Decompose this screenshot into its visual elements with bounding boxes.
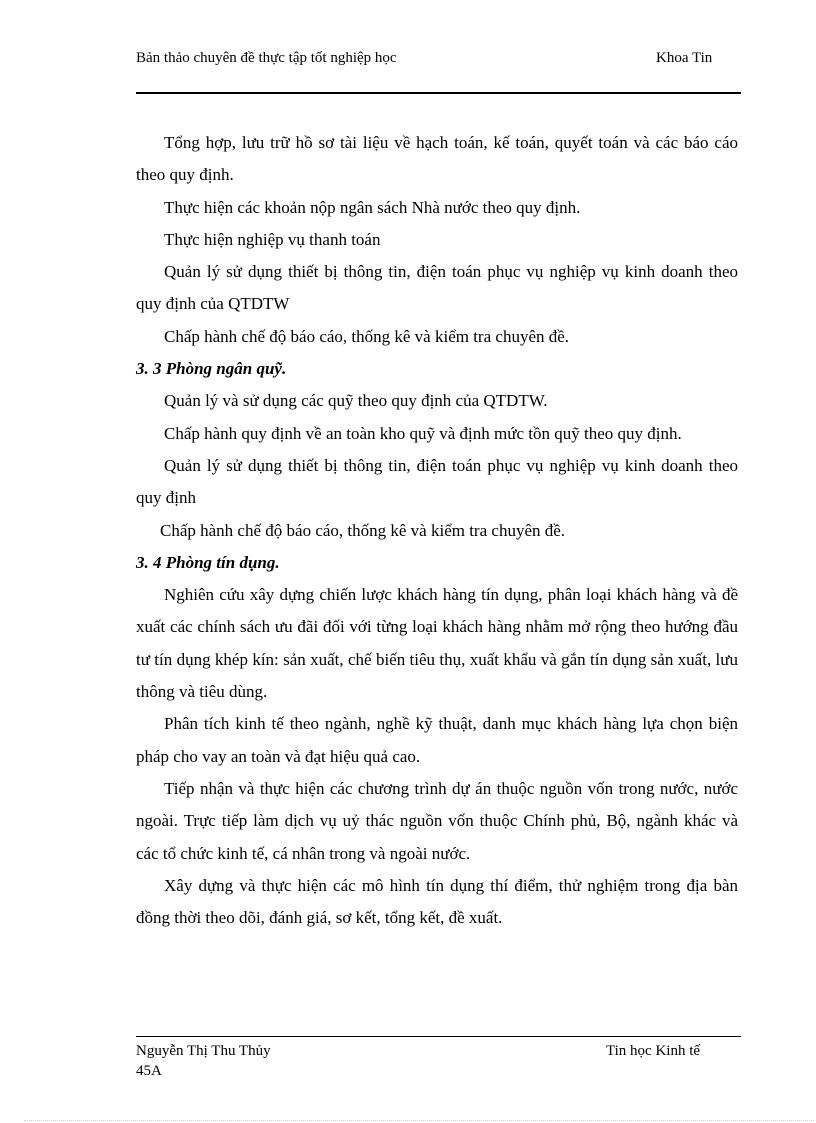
page-header bbox=[136, 48, 741, 94]
footer-author: Nguyễn Thị Thu Thủy 45A bbox=[136, 1043, 271, 1079]
page-bottom-border bbox=[24, 1120, 814, 1121]
paragraph: Chấp hành quy định về an toàn kho quỹ và định mức tồn quỹ theo quy định. bbox=[164, 423, 682, 443]
paragraph: Nghiên cứu xây dựng chiến lược khách hàng tín dụng, phân loại khách hàng và đề xuất các chính sách ưu đãi đối với từng loại khách hàng nhằm mở rộng theo hướng đầu tư tín dụng khép kín: sản xuất, chế biến tiêu thụ, xuất khẩu và gắn tín dụng sản xuất, lưu thông và tiêu dùng. bbox=[136, 585, 738, 702]
section-heading: 3. 3 Phòng ngân quỹ. bbox=[136, 359, 287, 379]
page-body bbox=[136, 127, 738, 934]
paragraph: Tiếp nhận và thực hiện các chương trình dự án thuộc nguồn vốn trong nước, nước ngoài. Trực tiếp làm dịch vụ uỷ thác nguồn vốn thuộc Chính phủ, Bộ, ngành khác và các tổ chức kinh tế, cá nhân trong và ngoài nước. bbox=[136, 778, 738, 863]
paragraph: Chấp hành chế độ báo cáo, thống kê và kiểm tra chuyên đề. bbox=[160, 520, 566, 540]
paragraph: Thực hiện nghiệp vụ thanh toán bbox=[164, 229, 381, 249]
paragraph: Quản lý và sử dụng các quỹ theo quy định của QTDTW. bbox=[164, 391, 548, 411]
paragraph: Chấp hành chế độ báo cáo, thống kê và kiểm tra chuyên đề. bbox=[164, 326, 570, 346]
paragraph: Quản lý sử dụng thiết bị thông tin, điện toán phục vụ nghiệp vụ kinh doanh theo quy định của QTDTW bbox=[136, 262, 738, 314]
paragraph: Phân tích kinh tế theo ngành, nghề kỹ thuật, danh mục khách hàng lựa chọn biện pháp cho vay an toàn và đạt hiệu quả cao. bbox=[136, 714, 738, 766]
paragraph: Quản lý sử dụng thiết bị thông tin, điện toán phục vụ nghiệp vụ kinh doanh theo quy định bbox=[136, 455, 738, 508]
section-heading: 3. 4 Phòng tín dụng. bbox=[136, 552, 280, 572]
paragraph: Thực hiện các khoản nộp ngân sách Nhà nước theo quy định. bbox=[164, 197, 581, 217]
paragraph: Xây dựng và thực hiện các mô hình tín dụng thí điểm, thử nghiệm trong địa bàn đồng thời theo dõi, đánh giá, sơ kết, tổng kết, đề xuất. bbox=[136, 875, 738, 928]
footer-department: Tin học Kinh tế bbox=[606, 1043, 701, 1059]
header-document-title: Bản thảo chuyên đề thực tập tốt nghiệp học bbox=[136, 50, 397, 66]
paragraph: Tổng hợp, lưu trữ hồ sơ tài liệu về hạch toán, kế toán, quyết toán và các báo cáo theo quy định. bbox=[136, 133, 738, 185]
header-faculty: Khoa Tin bbox=[656, 50, 713, 66]
page-footer bbox=[136, 1036, 741, 1079]
